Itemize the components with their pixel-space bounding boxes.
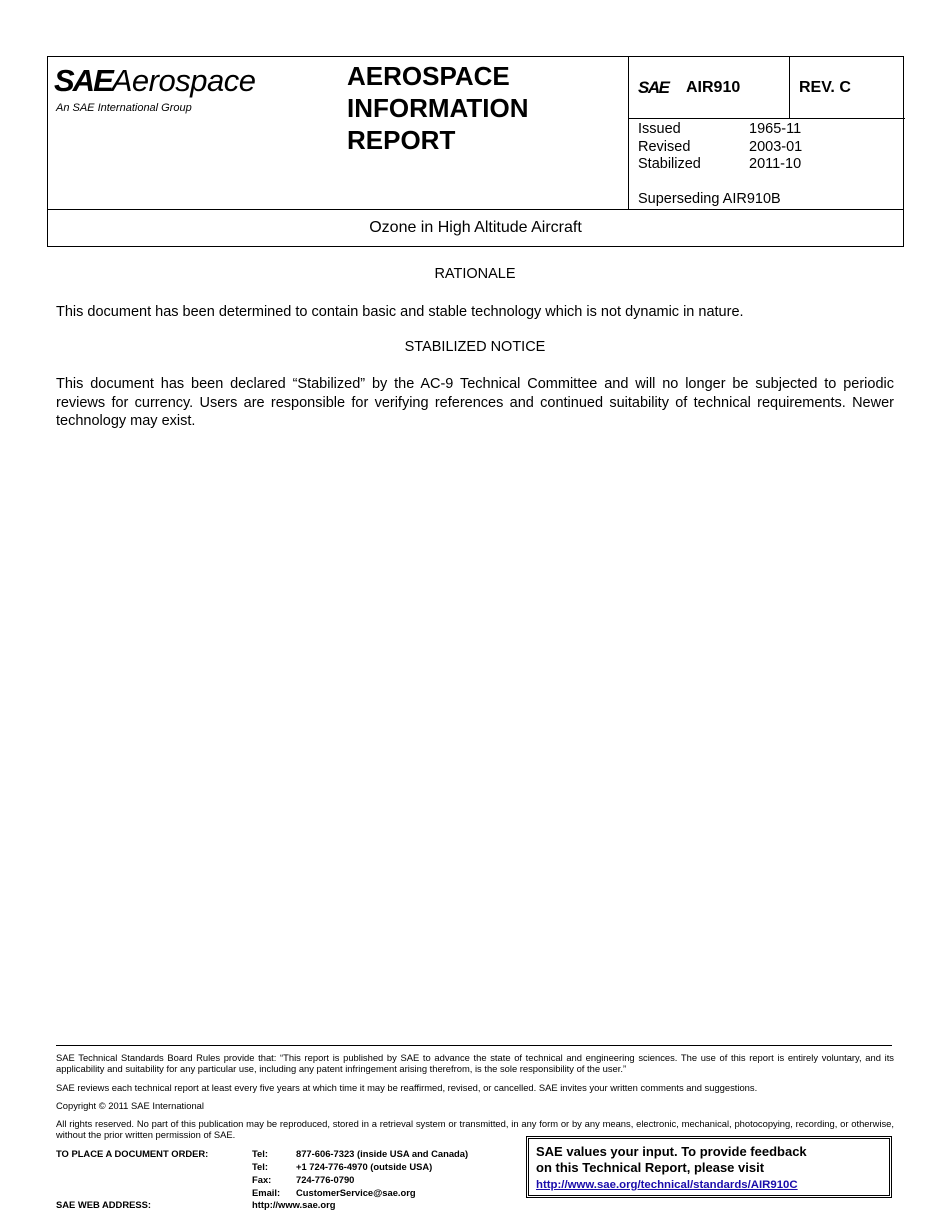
- contact-key: Tel:: [252, 1161, 268, 1172]
- document-id-panel: [628, 57, 905, 209]
- contact-key: Email:: [252, 1187, 281, 1198]
- copyright-notice: Copyright © 2011 SAE International: [56, 1100, 204, 1111]
- contact-value: CustomerService@sae.org: [296, 1187, 416, 1198]
- logo-sae-text: SAE: [54, 63, 112, 98]
- contact-row: [252, 1173, 468, 1186]
- report-type-title: [347, 60, 529, 156]
- report-type-line-3: REPORT: [347, 125, 456, 155]
- date-row-issued: [638, 121, 802, 139]
- document-header: [47, 56, 904, 247]
- contact-row: [252, 1147, 468, 1160]
- rationale-heading: RATIONALE: [434, 266, 516, 282]
- feedback-box: [526, 1136, 892, 1198]
- contact-row: [252, 1186, 468, 1199]
- contact-value: 724-776-0790: [296, 1174, 355, 1185]
- report-type-line-2: INFORMATION: [347, 93, 529, 123]
- feedback-line-1: SAE values your input. To provide feedback: [536, 1144, 807, 1159]
- web-address-value: http://www.sae.org: [252, 1199, 336, 1210]
- date-value: 2003-01: [749, 138, 803, 155]
- stabilized-notice-text: This document has been declared “Stabilized” by the AC-9 Technical Committee and will no longer be subjected to periodic reviews for currency. Users are responsible for verifying references and continued suitability of technical requirements. Newer technology may exist.: [56, 376, 894, 429]
- rights-reserved: All rights reserved. No part of this publication may be reproduced, stored in a retrieval system or transmitted, in any form or by any means, electronic, mechanical, photocopying, recording, or otherwise, without the prior written permission of SAE.: [56, 1118, 894, 1140]
- revision-label: REV. C: [799, 79, 851, 96]
- date-row-stabilized: [638, 156, 802, 174]
- date-row-revised: [638, 139, 802, 157]
- contact-value: 877-606-7323 (inside USA and Canada): [296, 1148, 469, 1159]
- doc-number: AIR910: [686, 79, 741, 96]
- logo-aerospace-text: Aerospace: [111, 63, 256, 98]
- logo-tagline: An SAE International Group: [56, 102, 192, 114]
- document-subject: Ozone in High Altitude Aircraft: [369, 219, 582, 236]
- web-address-label: SAE WEB ADDRESS:: [56, 1199, 151, 1210]
- review-policy: SAE reviews each technical report at least every five years at which time it may be reaffirmed, revised, or cancelled. SAE invites your written comments and suggestions.: [56, 1082, 758, 1093]
- sae-mini-logo: SAE: [638, 78, 669, 97]
- contact-row: [252, 1160, 468, 1173]
- date-value: 1965-11: [749, 121, 802, 137]
- doc-number-cell: [629, 57, 790, 118]
- date-label: Stabilized: [638, 156, 701, 172]
- logo-wordmark: [54, 63, 255, 99]
- sae-aerospace-logo: [54, 63, 294, 115]
- date-label: Revised: [638, 138, 691, 155]
- order-label: TO PLACE A DOCUMENT ORDER:: [56, 1148, 209, 1159]
- standards-board-rules: SAE Technical Standards Board Rules provide that: “This report is published by SAE to advance the state of technical and engineering sciences. The use of this report is entirely voluntary, and its applicability and suitability for any particular use, including any patent infringement arising therefrom, is the sole responsibility of the user.”: [56, 1052, 894, 1074]
- feedback-line-2: on this Technical Report, please visit: [536, 1159, 765, 1175]
- header-top-row: [48, 57, 903, 210]
- doc-number-row: [629, 57, 905, 119]
- contact-value: +1 724-776-4970 (outside USA): [296, 1161, 433, 1172]
- report-type-line-1: AEROSPACE: [347, 61, 510, 91]
- date-label: Issued: [638, 121, 681, 137]
- date-value: 2011-10: [749, 156, 802, 172]
- contact-key: Tel:: [252, 1148, 268, 1159]
- rationale-text: This document has been determined to contain basic and stable technology which is not dynamic in nature.: [56, 304, 744, 320]
- feedback-link[interactable]: http://www.sae.org/technical/standards/AIR910C: [536, 1179, 798, 1191]
- contact-key: Fax:: [252, 1174, 272, 1185]
- footer-divider: [56, 1045, 892, 1046]
- date-list: [638, 121, 802, 174]
- superseding-note: Superseding AIR910B: [638, 191, 781, 207]
- order-contacts: [252, 1147, 468, 1199]
- stabilized-notice-heading: STABILIZED NOTICE: [404, 339, 546, 355]
